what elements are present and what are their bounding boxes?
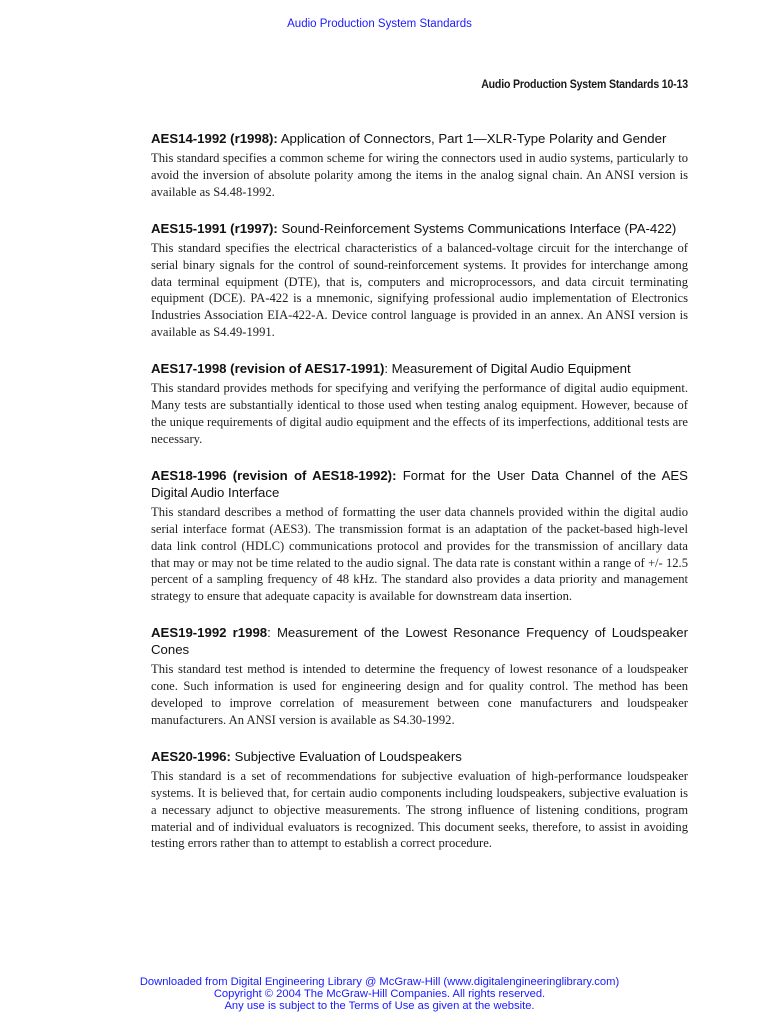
standard-code: AES14-1992 (r1998): [151,131,278,146]
footer-download-link[interactable]: Downloaded from Digital Engineering Library @ McGraw-Hill (www.digitalengineeringlibrary.com) [139,976,620,988]
standard-entry-aes18 [151,467,688,605]
standard-description: This standard provides methods for specifying and verifying the performance of digital audio equipment. Many tests are substantially identical to those used when testing analog equipment. However, because of the unique requirements of digital audio equipment and the effects of its imperfections, additional tests are necessary. [151,381,688,446]
standard-code: AES17-1998 (revision of AES17-1991) [151,361,385,377]
standard-description: This standard specifies a common scheme for wiring the connectors used in audio systems, particularly to avoid the inversion of absolute polarity among the items in the analog signal chain. An ANSI version is available as S4.48-1992. [151,151,688,199]
standard-code: AES15-1991 (r1997): [151,220,278,236]
standard-title: Application of Connectors, Part 1—XLR-Type Polarity and Gender [277,131,667,146]
footer [0,976,759,1012]
standard-entry-aes19 [151,624,688,729]
standard-entry-aes20 [151,748,688,853]
standard-description: This standard test method is intended to determine the frequency of lowest resonance of a loudspeaker cone. Such information is used for engineering design and for quality control. The method has been developed to improve correlation of measurement between cone manufacturers and loudspeaker manufacturers. An ANSI version is available as S4.30-1992. [151,662,688,727]
standard-entry-aes14 [151,130,688,201]
footer-terms-link[interactable]: Any use is subject to the Terms of Use as given at the website. [224,1000,535,1012]
standard-title: : Measurement of Digital Audio Equipment [384,361,631,377]
standard-heading [151,624,688,658]
running-head: Audio Production System Standards 10-13 [481,77,688,91]
standard-entry-aes17 [151,360,688,448]
standard-description: This standard describes a method of formatting the user data channels provided within the digital audio serial interface format (AES3). The transmission format is an adaptation of the packet-based high-level data link control (HDLC) communications protocol and provides for the transmission of ancillary data that may or may not be time related to the audio signal. The data rate is constant within a range of +/- 12.5 percent of a sampling frequency of 48 kHz. The standard also provides a data priority and management strategy to ensure that adequate capacity is available for downstream data insertion. [151,504,688,604]
standard-title: : Measurement of the Lowest Resonance Frequency of Loudspeaker Cones [151,625,688,658]
standard-title: Subjective Evaluation of Loudspeakers [230,748,462,764]
standard-code: AES20-1996: [151,748,231,764]
standard-heading [151,748,688,765]
standards-list [151,130,688,871]
standard-heading [151,220,688,237]
header-link[interactable]: Audio Production System Standards [287,18,472,30]
standard-title: Format for the User Data Channel of the AES Digital Audio Interface [151,467,688,500]
standard-code: AES19-1992 r1998 [151,625,268,641]
standard-heading [151,130,688,147]
standard-title: Sound-Reinforcement Systems Communications Interface (PA-422) [277,220,677,236]
standard-heading [151,467,688,501]
footer-copyright-link[interactable]: Copyright © 2004 The McGraw-Hill Companies. All rights reserved. [213,988,546,1000]
standard-description: This standard is a set of recommendations for subjective evaluation of high-performance loudspeaker systems. It is believed that, for certain audio components including loudspeakers, subjective evaluation is a necessary adjunct to objective measurements. The strong influence of listening conditions, program material and of individual evaluators is recognized. This document seeks, therefore, to assist in avoiding testing errors rather than to attempt to establish a correct procedure. [151,768,688,851]
standard-entry-aes15 [151,220,688,341]
standard-description: This standard specifies the electrical characteristics of a balanced-voltage circuit for the interchange of serial binary signals for the control of sound-reinforcement systems. It provides for interchange among data terminal equipment (DTE), that is, computers and microprocessors, and data circuit terminating equipment (DCE). PA-422 is a mnemonic, signifying professional audio implementation of Electronics Industries Association EIA-422-A. Device control language is provided in an annex. An ANSI version is available as S4.49-1991. [151,240,688,340]
standard-code: AES18-1996 (revision of AES18-1992): [151,467,397,483]
standard-heading [151,360,688,377]
